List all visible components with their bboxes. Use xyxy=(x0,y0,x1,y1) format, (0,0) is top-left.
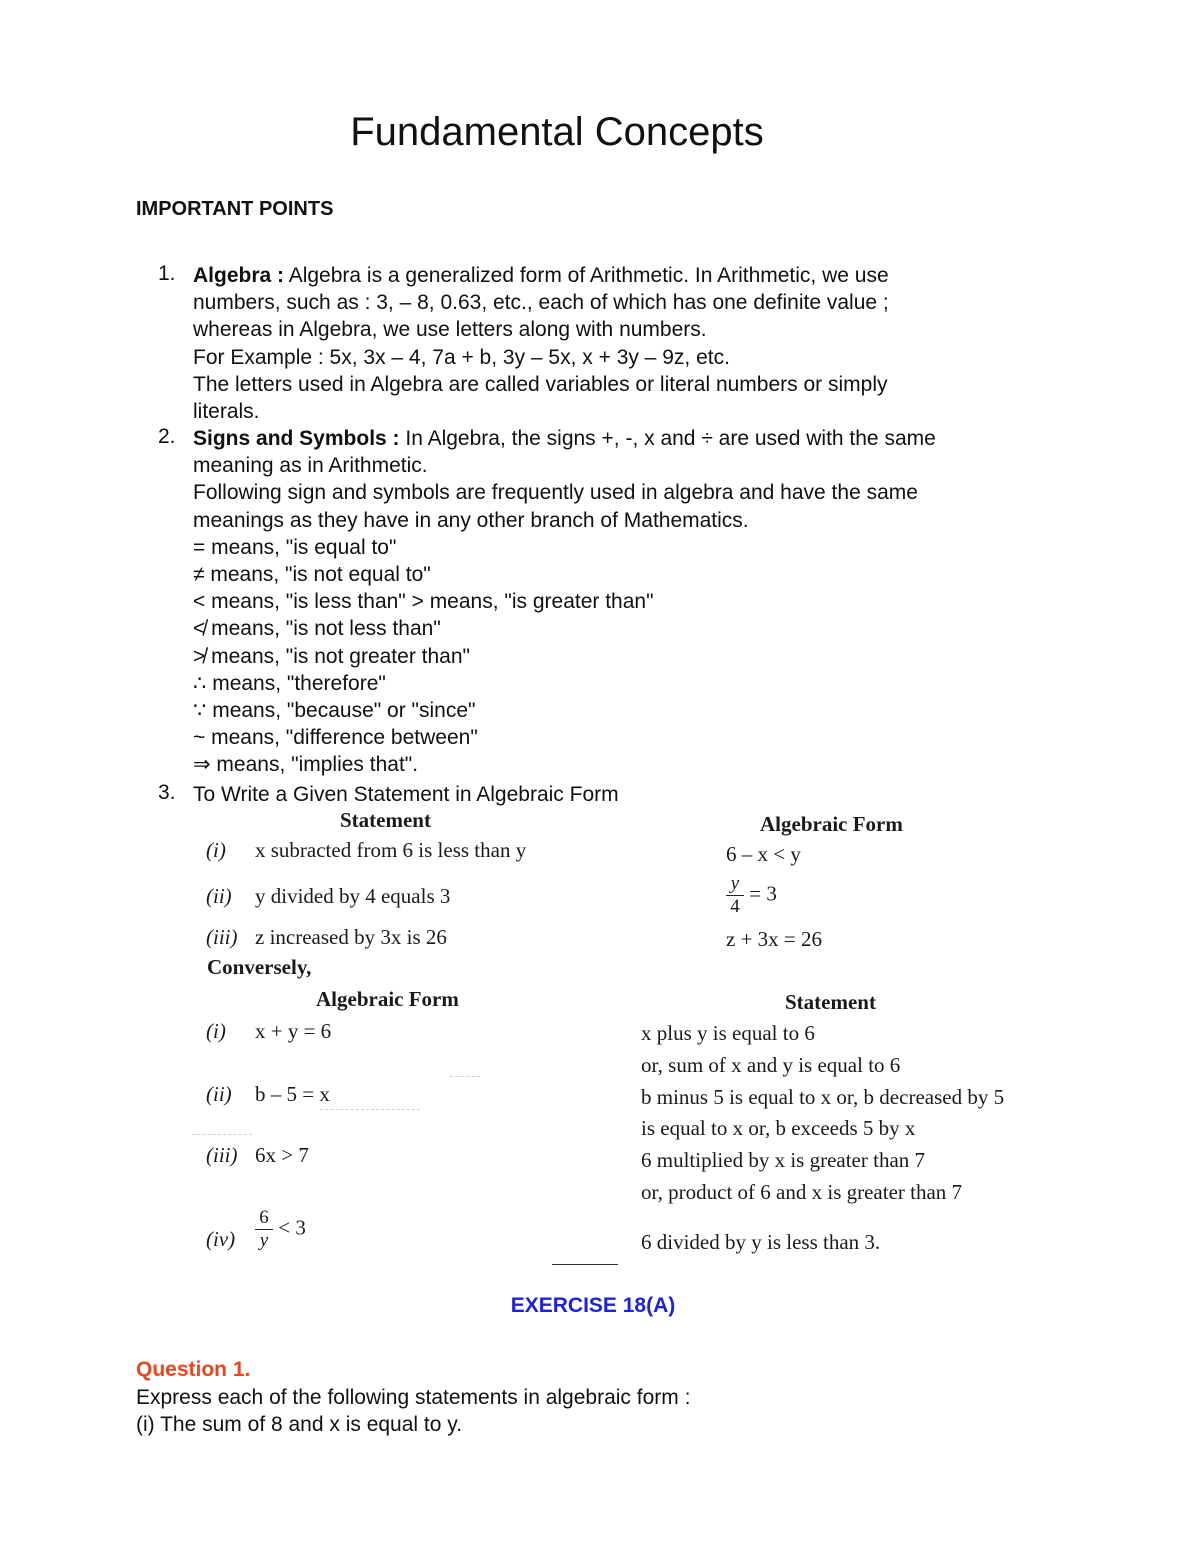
algebraic-form: x + y = 6 xyxy=(255,1019,332,1043)
list-number: 3. xyxy=(158,781,176,804)
question-part: (i) The sum of 8 and x is equal to y. xyxy=(136,1413,463,1436)
algebraic-form-fraction xyxy=(726,874,777,917)
symbol-line: ≮ means, "is not less than" xyxy=(193,617,441,641)
algebraic-form: b – 5 = x xyxy=(255,1082,330,1106)
exercise-heading: EXERCISE 18(A) xyxy=(510,1294,676,1317)
list-item-statement-form: To Write a Given Statement in Algebraic Form xyxy=(193,783,619,806)
statement-text: is equal to x or, b exceeds 5 by x xyxy=(641,1116,916,1140)
statement-text: x subracted from 6 is less than y xyxy=(255,838,527,862)
algebraic-form: 6 – x < y xyxy=(726,842,801,866)
statement-text: or, product of 6 and x is greater than 7 xyxy=(641,1180,963,1204)
scan-mark xyxy=(450,1076,480,1077)
text-line: numbers, such as : 3, – 8, 0.63, etc., each of which has one definite value ; xyxy=(193,291,889,315)
column-header-algebraic: Algebraic Form xyxy=(760,812,903,836)
list-number: 2. xyxy=(158,425,176,448)
row-label: (ii) xyxy=(206,1082,232,1106)
term-label: Algebra : xyxy=(193,264,285,287)
column-header-algebraic: Algebraic Form xyxy=(316,987,459,1011)
statement-text: y divided by 4 equals 3 xyxy=(255,884,451,908)
statement-text: 6 multiplied by x is greater than 7 xyxy=(641,1148,926,1172)
algebraic-form-fraction xyxy=(255,1208,306,1251)
symbol-line: < means, "is less than" > means, "is greater than" xyxy=(193,590,654,614)
list-item-signs-symbols xyxy=(193,425,936,779)
question-prompt: Express each of the following statements in algebraic form : xyxy=(136,1386,691,1409)
symbol-line: = means, "is equal to" xyxy=(193,535,397,559)
text-line: literals. xyxy=(193,400,260,424)
text-line: meaning as in Arithmetic. xyxy=(193,454,428,478)
statement-text: 6 divided by y is less than 3. xyxy=(641,1230,881,1254)
text-line: meanings as they have in any other branch of Mathematics. xyxy=(193,508,749,532)
row-label: (i) xyxy=(206,1019,226,1043)
column-header-statement: Statement xyxy=(340,808,431,832)
text-line: For Example : 5x, 3x – 4, 7a + b, 3y – 5x, x + 3y – 9z, etc. xyxy=(193,345,730,369)
symbol-line: ⇒ means, "implies that". xyxy=(193,753,419,777)
text-line: In Algebra, the signs +, -, x and ÷ are used with the same xyxy=(405,427,936,450)
list-number: 1. xyxy=(158,262,176,285)
row-label: (iii) xyxy=(206,1143,238,1167)
fraction-denominator: y xyxy=(259,1230,269,1251)
row-label: (i) xyxy=(206,838,226,862)
row-label: (iv) xyxy=(206,1227,236,1251)
term-label: Signs and Symbols : xyxy=(193,427,400,450)
row-label: (iii) xyxy=(206,925,238,949)
text-line: The letters used in Algebra are called variables or literal numbers or simply xyxy=(193,372,888,396)
section-heading: IMPORTANT POINTS xyxy=(136,198,334,220)
scan-mark xyxy=(320,1109,420,1110)
fraction-numerator: 6 xyxy=(259,1207,269,1228)
page-title: Fundamental Concepts xyxy=(350,110,764,154)
text-line: Following sign and symbols are frequently used in algebra and have the same xyxy=(193,481,918,505)
fraction-rest: < 3 xyxy=(278,1215,306,1240)
symbol-line: ~ means, "difference between" xyxy=(193,726,478,750)
fraction-denominator: 4 xyxy=(730,896,740,917)
statement-text: z increased by 3x is 26 xyxy=(255,925,447,949)
symbol-line: ≠ means, "is not equal to" xyxy=(193,563,431,587)
statement-text: b minus 5 is equal to x or, b decreased by 5 xyxy=(641,1085,1005,1109)
separator-rule xyxy=(552,1264,618,1265)
algebraic-form: 6x > 7 xyxy=(255,1143,309,1167)
scan-mark xyxy=(192,1134,252,1135)
fraction-numerator: y xyxy=(730,873,740,894)
question-title: Question 1. xyxy=(136,1358,251,1381)
statement-text: or, sum of x and y is equal to 6 xyxy=(641,1053,901,1077)
symbol-line: ∵ means, "because" or "since" xyxy=(193,699,476,723)
row-label: (ii) xyxy=(206,884,232,908)
symbol-line: ∴ means, "therefore" xyxy=(193,671,386,695)
text-line: Algebra is a generalized form of Arithmetic. In Arithmetic, we use xyxy=(288,264,889,287)
fraction-rest: = 3 xyxy=(749,881,777,906)
text-line: whereas in Algebra, we use letters along with numbers. xyxy=(193,318,707,342)
column-header-statement: Statement xyxy=(785,990,876,1014)
conversely-label: Conversely, xyxy=(207,955,312,979)
statement-text: x plus y is equal to 6 xyxy=(641,1021,815,1045)
symbol-line: ≯ means, "is not greater than" xyxy=(193,644,470,668)
list-item-algebra xyxy=(193,262,889,425)
algebraic-form: z + 3x = 26 xyxy=(726,927,823,951)
